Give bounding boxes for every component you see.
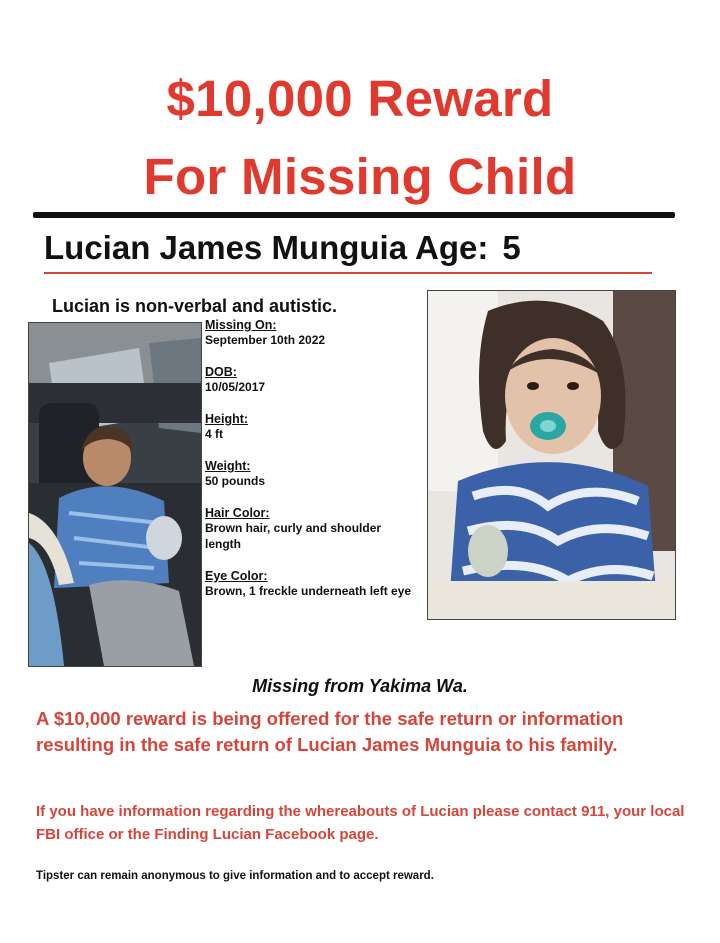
detail-label: Eye Color: [205, 569, 268, 583]
detail-value: 4 ft [205, 427, 223, 441]
tipster-note: Tipster can remain anonymous to give information and to accept reward. [36, 870, 434, 882]
portrait-photo [427, 290, 676, 620]
detail-eye-color [205, 570, 417, 599]
red-divider [44, 272, 652, 274]
detail-value: Brown hair, curly and shoulder length [205, 521, 382, 551]
detail-label: Weight: [205, 459, 251, 473]
contact-paragraph: If you have information regarding the whereabouts of Lucian please contact 911, your local FBI office or the Finding Lucian Facebook page. [36, 803, 685, 843]
detail-dob [205, 366, 417, 395]
name-age-label: Lucian James Munguia Age: [44, 229, 489, 266]
detail-value: 10/05/2017 [205, 380, 266, 394]
condition-note: Lucian is non-verbal and autistic. [52, 296, 338, 316]
black-divider [33, 212, 675, 218]
reward-paragraph: A $10,000 reward is being offered for the safe return or information resulting in the safe return of Lucian James Munguia to his family. [36, 708, 624, 755]
details-list [205, 319, 417, 617]
detail-label: Hair Color: [205, 506, 270, 520]
detail-weight [205, 460, 417, 489]
age-value: 5 [502, 229, 521, 266]
detail-label: Missing On: [205, 318, 277, 332]
reward-headline: $10,000 Reward [166, 70, 554, 127]
missing-from-location: Missing from Yakima Wa. [252, 676, 468, 696]
detail-height [205, 413, 417, 442]
detail-value: 50 pounds [205, 474, 266, 488]
detail-value: September 10th 2022 [205, 333, 326, 347]
detail-missing-on [205, 319, 417, 348]
name-age-line [44, 226, 684, 270]
missing-child-headline: For Missing Child [143, 148, 577, 205]
car-photo [28, 322, 202, 667]
detail-value: Brown, 1 freckle underneath left eye [205, 584, 412, 598]
detail-label: Height: [205, 412, 249, 426]
detail-label: DOB: [205, 365, 237, 379]
detail-hair-color [205, 507, 417, 552]
